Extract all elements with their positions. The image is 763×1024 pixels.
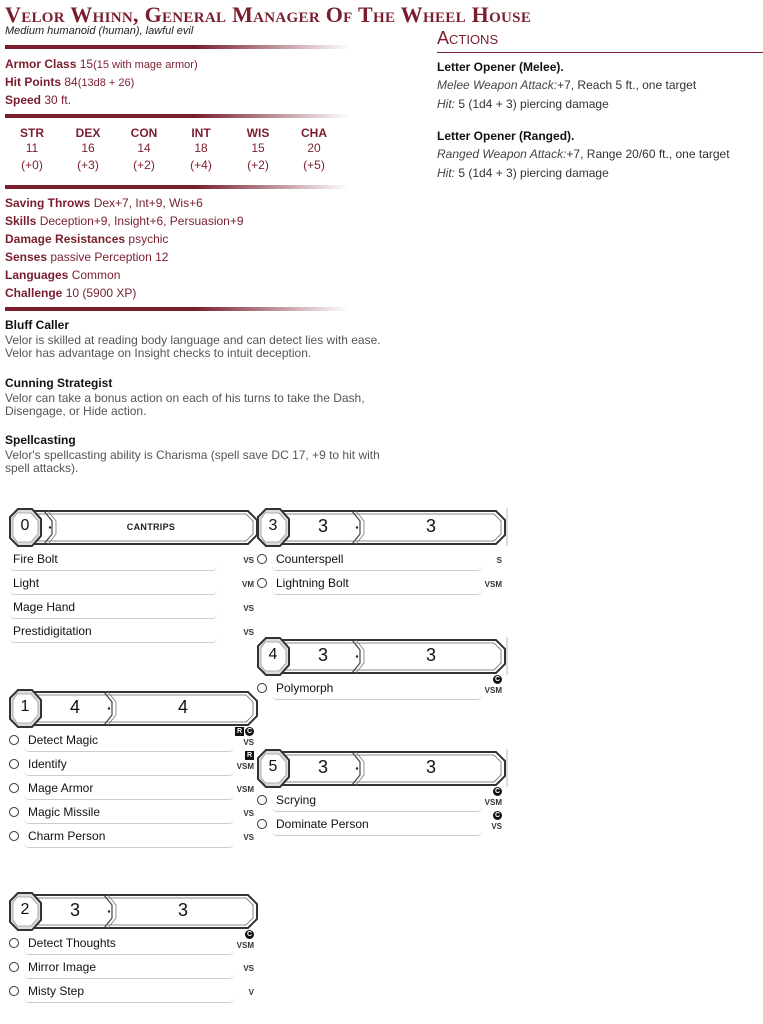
property-skills <box>5 214 244 229</box>
slots-total[interactable]: 3 <box>317 516 328 536</box>
spell-row <box>8 957 258 981</box>
spell-row <box>8 802 258 826</box>
prepared-checkbox[interactable] <box>9 807 19 817</box>
cantrips-label: CANTRIPS <box>126 522 176 532</box>
slots-expended[interactable]: 4 <box>177 697 188 717</box>
ability-name: INT <box>191 126 211 140</box>
spell-level-banner <box>256 746 506 790</box>
prepared-checkbox[interactable] <box>9 831 19 841</box>
spell-name-underline <box>24 998 234 1003</box>
spell-tags <box>493 675 502 684</box>
spell-row <box>8 597 258 621</box>
spell-components: VS <box>491 822 502 831</box>
spell-name[interactable]: Misty Step <box>28 984 85 998</box>
spell-level-0 <box>8 505 258 645</box>
prepared-checkbox[interactable] <box>9 938 19 948</box>
spell-name[interactable]: Mirror Image <box>28 960 97 974</box>
ability-con <box>124 126 164 173</box>
attack-detail: +7, Range 20/60 ft., one target <box>566 147 730 161</box>
spell-tags <box>493 787 502 796</box>
spell-components: VS <box>243 964 254 973</box>
spell-components: VSM <box>484 580 502 589</box>
spell-row <box>8 933 258 957</box>
spell-level-number: 0 <box>20 517 30 534</box>
spell-level-2 <box>8 889 258 1005</box>
spell-components: VM <box>242 580 254 589</box>
spell-row <box>8 573 258 597</box>
spell-components: VS <box>243 833 254 842</box>
column-edge <box>506 508 508 546</box>
ability-score: 14 <box>137 141 151 155</box>
action-hit <box>437 166 609 180</box>
spell-components: VS <box>243 628 254 637</box>
spell-name[interactable]: Dominate Person <box>276 817 369 831</box>
slots-total[interactable]: 4 <box>69 697 80 717</box>
spell-name-underline <box>9 566 217 571</box>
spell-name-underline <box>24 974 234 979</box>
trait-name: Cunning Strategist <box>5 376 113 390</box>
prepared-checkbox[interactable] <box>9 962 19 972</box>
spell-row <box>256 573 506 597</box>
spell-level-number: 1 <box>20 698 30 715</box>
spell-level-banner <box>8 889 258 933</box>
spell-level-number: 3 <box>268 517 278 534</box>
hit-points: Hit Points 84(13d8 + 26) <box>5 75 135 89</box>
ability-score: 16 <box>81 141 95 155</box>
spell-name-underline <box>9 614 217 619</box>
property-value: 10 (5900 XP) <box>65 286 137 300</box>
prepared-checkbox[interactable] <box>257 819 267 829</box>
ritual-icon: R <box>246 752 253 759</box>
property-value: Common <box>71 268 121 282</box>
spell-components: VSM <box>484 798 502 807</box>
spell-name[interactable]: Counterspell <box>276 552 344 566</box>
concentration-icon: C <box>246 728 253 735</box>
spell-components: S <box>496 556 502 565</box>
slots-expended[interactable]: 3 <box>425 757 436 777</box>
trait-name: Spellcasting <box>5 433 76 447</box>
ability-name: CHA <box>301 126 327 140</box>
trait-line: Velor is skilled at reading body language and can detect lies with ease. <box>5 333 381 347</box>
ability-int <box>181 126 221 173</box>
spell-name[interactable]: Detect Thoughts <box>28 936 116 950</box>
spell-name[interactable]: Mage Hand <box>13 600 76 614</box>
column-edge <box>506 637 508 675</box>
spell-row <box>8 730 258 754</box>
ability-modifier: (+2) <box>247 158 269 172</box>
ability-str <box>12 126 52 173</box>
prepared-checkbox[interactable] <box>9 735 19 745</box>
spell-components: VSM <box>484 686 502 695</box>
spell-components: VSM <box>236 785 254 794</box>
property-challenge <box>5 286 136 301</box>
property-value: Deception+9, Insight+6, Persuasion+9 <box>39 214 244 228</box>
slots-total[interactable]: 3 <box>69 900 80 920</box>
property-saving-throws <box>5 196 203 211</box>
action-attack <box>437 147 730 161</box>
ability-score: 18 <box>194 141 208 155</box>
spell-tags <box>493 811 502 820</box>
divider <box>5 114 350 118</box>
ability-score: 15 <box>251 141 265 155</box>
divider <box>5 185 350 189</box>
concentration-icon: C <box>246 931 253 938</box>
ability-cha <box>294 126 334 173</box>
spell-row <box>8 549 258 573</box>
divider <box>5 45 350 49</box>
spell-row <box>8 754 258 778</box>
prepared-checkbox[interactable] <box>257 554 267 564</box>
action-hit <box>437 97 609 111</box>
ability-wis <box>238 126 278 173</box>
action-name: Letter Opener (Melee). <box>437 60 564 74</box>
ability-score: 20 <box>307 141 321 155</box>
spell-level-banner <box>8 686 258 730</box>
spell-level-banner <box>8 505 258 549</box>
spell-level-banner <box>256 634 506 678</box>
action-attack <box>437 78 696 92</box>
creature-type: Medium humanoid (human), lawful evil <box>5 25 194 37</box>
spell-row <box>8 981 258 1005</box>
spell-name-underline <box>24 843 234 848</box>
spell-name[interactable]: Magic Missile <box>28 805 101 819</box>
spell-name-underline <box>272 807 482 812</box>
spell-level-banner <box>256 505 506 549</box>
property-label: Challenge <box>5 286 63 300</box>
speed: Speed 30 ft. <box>5 93 72 107</box>
slots-expended[interactable]: 3 <box>425 645 436 665</box>
spell-name[interactable]: Light <box>13 576 40 590</box>
divider <box>5 307 350 311</box>
attack-type: Ranged Weapon Attack: <box>437 147 567 161</box>
prepared-checkbox[interactable] <box>9 759 19 769</box>
spell-name[interactable]: Prestidigitation <box>13 624 92 638</box>
column-edge <box>506 749 508 787</box>
spell-name-underline <box>24 747 234 752</box>
spell-name[interactable]: Identify <box>28 757 67 771</box>
prepared-checkbox[interactable] <box>257 795 267 805</box>
spell-components: V <box>248 988 254 997</box>
spell-components: VSM <box>236 762 254 771</box>
prepared-checkbox[interactable] <box>9 783 19 793</box>
spell-components: VS <box>243 604 254 613</box>
spell-name[interactable]: Polymorph <box>276 681 334 695</box>
actions-divider <box>437 52 763 53</box>
trait-line: Disengage, or Hide action. <box>5 404 147 418</box>
ability-modifier: (+3) <box>77 158 99 172</box>
prepared-checkbox[interactable] <box>257 578 267 588</box>
spell-level-1 <box>8 686 258 850</box>
spell-components: VSM <box>236 941 254 950</box>
slots-total[interactable]: 3 <box>317 645 328 665</box>
actions-heading: Actions <box>437 28 499 48</box>
trait-line: spell attacks). <box>5 461 79 475</box>
spell-row <box>8 778 258 802</box>
spell-name-underline <box>24 819 234 824</box>
ritual-icon: R <box>236 728 243 735</box>
ability-modifier: (+5) <box>303 158 325 172</box>
spell-name[interactable]: Scrying <box>276 793 317 807</box>
prepared-checkbox[interactable] <box>9 986 19 996</box>
spell-components: VS <box>243 556 254 565</box>
spell-name[interactable]: Detect Magic <box>28 733 99 747</box>
spell-name[interactable]: Lightning Bolt <box>276 576 349 590</box>
spell-name-underline <box>24 771 234 776</box>
creature-name: Velor Whinn, General Manager Of The Wheel House <box>5 2 532 27</box>
spell-level-number: 2 <box>20 901 30 918</box>
trait-line: Velor can take a bonus action on each of his turns to take the Dash, <box>5 391 365 405</box>
spell-level-4 <box>256 634 506 702</box>
attack-type: Melee Weapon Attack: <box>437 78 558 92</box>
spell-tags <box>235 727 254 736</box>
concentration-icon: C <box>494 812 501 819</box>
prepared-checkbox[interactable] <box>257 683 267 693</box>
spell-tags <box>245 751 254 760</box>
spell-row <box>256 549 506 573</box>
spell-row <box>256 678 506 702</box>
spell-name-underline <box>272 831 482 836</box>
concentration-icon: C <box>494 676 501 683</box>
ability-name: WIS <box>246 126 270 140</box>
spell-name[interactable]: Mage Armor <box>28 781 94 795</box>
property-label: Damage Resistances <box>5 232 126 246</box>
trait-description <box>5 449 405 475</box>
trait-description <box>5 334 405 360</box>
property-label: Saving Throws <box>5 196 91 210</box>
spell-name[interactable]: Fire Bolt <box>13 552 58 566</box>
property-senses <box>5 250 168 265</box>
spell-name-underline <box>272 590 482 595</box>
property-value: Dex+7, Int+9, Wis+6 <box>93 196 203 210</box>
spell-level-5 <box>256 746 506 838</box>
slots-expended[interactable]: 3 <box>425 516 436 536</box>
ability-name: CON <box>130 126 158 140</box>
ability-modifier: (+2) <box>133 158 155 172</box>
spell-name-underline <box>272 695 482 700</box>
attack-detail: +7, Reach 5 ft., one target <box>557 78 697 92</box>
property-label: Languages <box>5 268 69 282</box>
ability-dex <box>68 126 108 173</box>
spell-level-number: 5 <box>268 758 278 775</box>
spell-name-underline <box>9 590 217 595</box>
spell-name-underline <box>9 638 217 643</box>
ability-name: DEX <box>75 126 101 140</box>
trait-line: Velor's spellcasting ability is Charisma (spell save DC 17, +9 to hit with <box>5 448 380 462</box>
spell-row <box>256 790 506 814</box>
ability-modifier: (+0) <box>21 158 43 172</box>
spell-name-underline <box>24 950 234 955</box>
ability-name: STR <box>20 126 44 140</box>
spell-name[interactable]: Charm Person <box>28 829 106 843</box>
trait-line: Velor has advantage on Insight checks to intuit deception. <box>5 346 312 360</box>
trait-name: Bluff Caller <box>5 318 70 332</box>
property-value: passive Perception 12 <box>50 250 169 264</box>
property-damage-resistances <box>5 232 168 247</box>
spell-name-underline <box>24 795 234 800</box>
concentration-icon: C <box>494 788 501 795</box>
hit-label: Hit: <box>437 97 455 111</box>
spell-level-3 <box>256 505 506 597</box>
hit-detail: 5 (1d4 + 3) piercing damage <box>455 97 609 111</box>
spell-components: VS <box>243 738 254 747</box>
spell-row <box>8 621 258 645</box>
property-label: Senses <box>5 250 48 264</box>
slots-expended[interactable]: 3 <box>177 900 188 920</box>
armor-class: Armor Class 15(15 with mage armor) <box>5 57 198 71</box>
spell-row <box>256 814 506 838</box>
spell-tags <box>245 930 254 939</box>
spell-row <box>8 826 258 850</box>
spell-level-number: 4 <box>268 646 278 663</box>
ability-score: 11 <box>25 141 39 155</box>
action-name: Letter Opener (Ranged). <box>437 129 575 143</box>
property-languages <box>5 268 120 283</box>
property-label: Skills <box>5 214 37 228</box>
hit-label: Hit: <box>437 166 455 180</box>
hit-detail: 5 (1d4 + 3) piercing damage <box>455 166 609 180</box>
slots-total[interactable]: 3 <box>317 757 328 777</box>
trait-description <box>5 392 405 418</box>
spell-name-underline <box>272 566 482 571</box>
spell-components: VS <box>243 809 254 818</box>
ability-modifier: (+4) <box>190 158 212 172</box>
property-value: psychic <box>128 232 169 246</box>
